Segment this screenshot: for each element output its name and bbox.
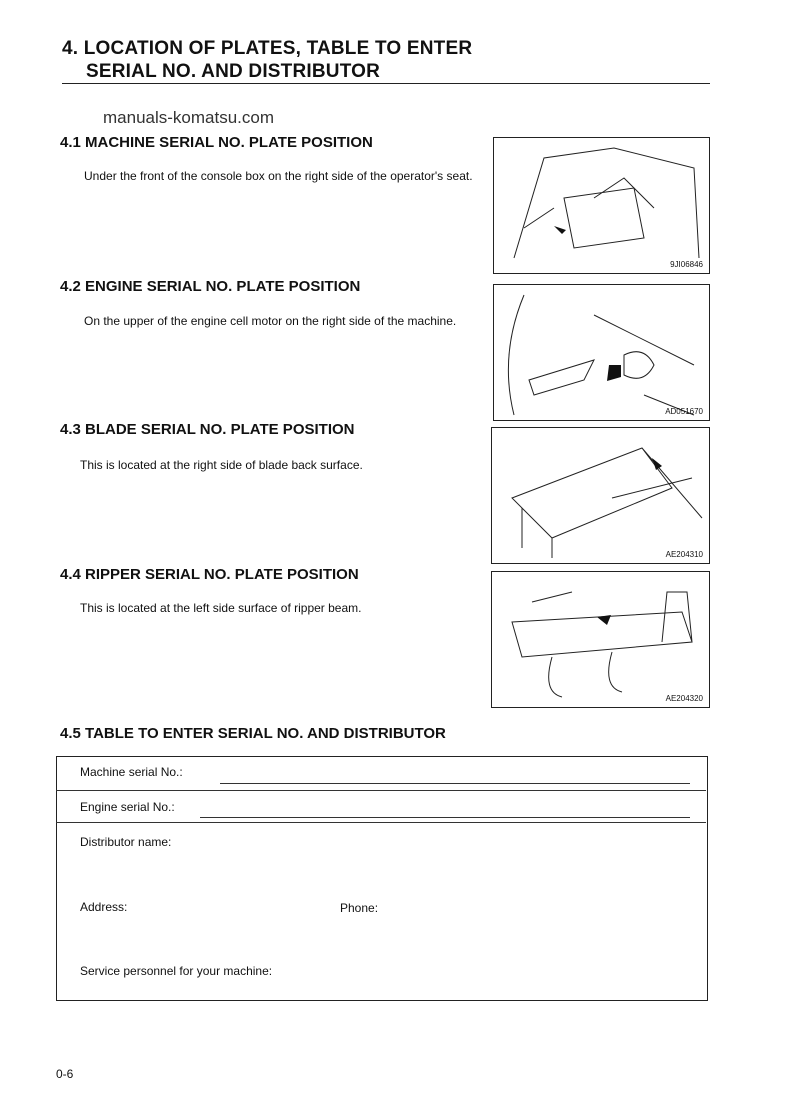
table-divider [56, 822, 706, 823]
page-title-line2: SERIAL NO. AND DISTRIBUTOR [86, 61, 381, 82]
machine-serial-label: Machine serial No.: [80, 765, 183, 779]
machine-serial-field[interactable] [220, 783, 690, 784]
engine-serial-field[interactable] [200, 817, 690, 818]
figure-code: 9JI06846 [670, 260, 703, 269]
section-heading-4-3: 4.3 BLADE SERIAL NO. PLATE POSITION [60, 421, 355, 438]
figure-code: AE204310 [665, 550, 703, 559]
page-title-line1: 4. LOCATION OF PLATES, TABLE TO ENTER [62, 38, 473, 59]
section-text-4-3: This is located at the right side of blade back surface. [80, 458, 363, 472]
section-heading-4-1: 4.1 MACHINE SERIAL NO. PLATE POSITION [60, 134, 373, 151]
watermark: manuals-komatsu.com [103, 108, 275, 127]
figure-code: AD051670 [665, 407, 703, 416]
section-text-4-1: Under the front of the console box on the right side of the operator's seat. [84, 169, 473, 183]
title-rule [62, 83, 710, 84]
page-number: 0-6 [56, 1067, 74, 1081]
machine-plate-figure [493, 137, 710, 274]
distributor-name-label: Distributor name: [80, 835, 172, 849]
figure-code: AE204320 [665, 694, 703, 703]
engine-serial-label: Engine serial No.: [80, 800, 175, 814]
ripper-plate-figure [491, 571, 710, 708]
blade-plate-figure [491, 427, 710, 564]
address-label: Address: [80, 900, 128, 914]
section-heading-4-2: 4.2 ENGINE SERIAL NO. PLATE POSITION [60, 278, 361, 295]
section-heading-4-5: 4.5 TABLE TO ENTER SERIAL NO. AND DISTRIBUTOR [60, 725, 446, 742]
section-text-4-2: On the upper of the engine cell motor on the right side of the machine. [84, 314, 457, 328]
service-personnel-label: Service personnel for your machine: [80, 964, 273, 978]
phone-label: Phone: [340, 901, 379, 915]
section-text-4-4: This is located at the left side surface of ripper beam. [80, 601, 362, 615]
section-heading-4-4: 4.4 RIPPER SERIAL NO. PLATE POSITION [60, 566, 359, 583]
engine-plate-figure [493, 284, 710, 421]
table-divider [56, 790, 706, 791]
